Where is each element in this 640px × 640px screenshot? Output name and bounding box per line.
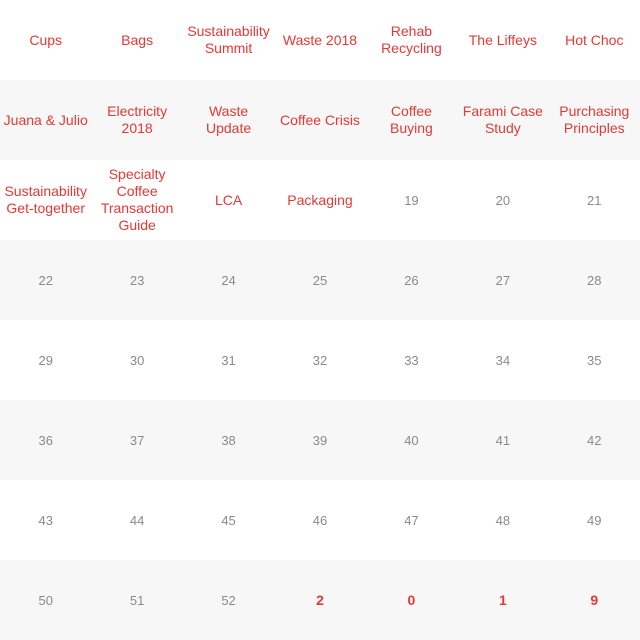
grid-highlight-number[interactable]: 9: [549, 560, 640, 640]
grid-highlight-number[interactable]: 0: [366, 560, 457, 640]
grid-link-tile[interactable]: Electricity 2018: [91, 80, 182, 160]
grid-number-tile: 20: [457, 160, 548, 240]
grid-number-tile: 46: [274, 480, 365, 560]
grid-number-tile: 42: [549, 400, 640, 480]
grid-number-tile: 19: [366, 160, 457, 240]
grid-link-tile[interactable]: Purchasing Principles: [549, 80, 640, 160]
grid-link-tile[interactable]: Juana & Julio: [0, 80, 91, 160]
grid-link-tile[interactable]: Hot Choc: [549, 0, 640, 80]
grid-number-tile: 44: [91, 480, 182, 560]
grid-link-tile[interactable]: Waste Update: [183, 80, 274, 160]
grid-number-tile: 33: [366, 320, 457, 400]
grid-number-tile: 49: [549, 480, 640, 560]
grid-number-tile: 40: [366, 400, 457, 480]
grid-number-tile: 47: [366, 480, 457, 560]
grid-link-tile[interactable]: Rehab Recycling: [366, 0, 457, 80]
grid-number-tile: 30: [91, 320, 182, 400]
grid-number-tile: 37: [91, 400, 182, 480]
grid-link-tile[interactable]: Coffee Buying: [366, 80, 457, 160]
grid-link-tile[interactable]: Bags: [91, 0, 182, 80]
grid-number-tile: 43: [0, 480, 91, 560]
grid-number-tile: 48: [457, 480, 548, 560]
grid-link-tile[interactable]: Waste 2018: [274, 0, 365, 80]
grid-link-tile[interactable]: Sustainability Summit: [183, 0, 274, 80]
grid-link-tile[interactable]: Packaging: [274, 160, 365, 240]
grid-link-tile[interactable]: The Liffeys: [457, 0, 548, 80]
grid-number-tile: 52: [183, 560, 274, 640]
grid-link-tile[interactable]: Sustainability Get-together: [0, 160, 91, 240]
grid-number-tile: 27: [457, 240, 548, 320]
grid-number-tile: 31: [183, 320, 274, 400]
grid-link-tile[interactable]: Coffee Crisis: [274, 80, 365, 160]
grid-number-tile: 21: [549, 160, 640, 240]
grid-number-tile: 51: [91, 560, 182, 640]
grid-number-tile: 41: [457, 400, 548, 480]
grid-number-tile: 36: [0, 400, 91, 480]
grid-number-tile: 38: [183, 400, 274, 480]
grid-number-tile: 34: [457, 320, 548, 400]
grid-link-tile[interactable]: Cups: [0, 0, 91, 80]
grid-number-tile: 28: [549, 240, 640, 320]
grid-number-tile: 23: [91, 240, 182, 320]
grid-link-tile[interactable]: Specialty Coffee Transaction Guide: [91, 160, 182, 240]
grid-highlight-number[interactable]: 1: [457, 560, 548, 640]
grid-number-tile: 50: [0, 560, 91, 640]
grid-number-tile: 39: [274, 400, 365, 480]
grid-link-tile[interactable]: LCA: [183, 160, 274, 240]
grid-number-tile: 32: [274, 320, 365, 400]
grid-link-tile[interactable]: Farami Case Study: [457, 80, 548, 160]
grid-number-tile: 22: [0, 240, 91, 320]
grid-number-tile: 35: [549, 320, 640, 400]
grid-number-tile: 25: [274, 240, 365, 320]
grid-number-tile: 26: [366, 240, 457, 320]
grid-number-tile: 29: [0, 320, 91, 400]
grid-highlight-number[interactable]: 2: [274, 560, 365, 640]
grid-number-tile: 24: [183, 240, 274, 320]
grid-number-tile: 45: [183, 480, 274, 560]
